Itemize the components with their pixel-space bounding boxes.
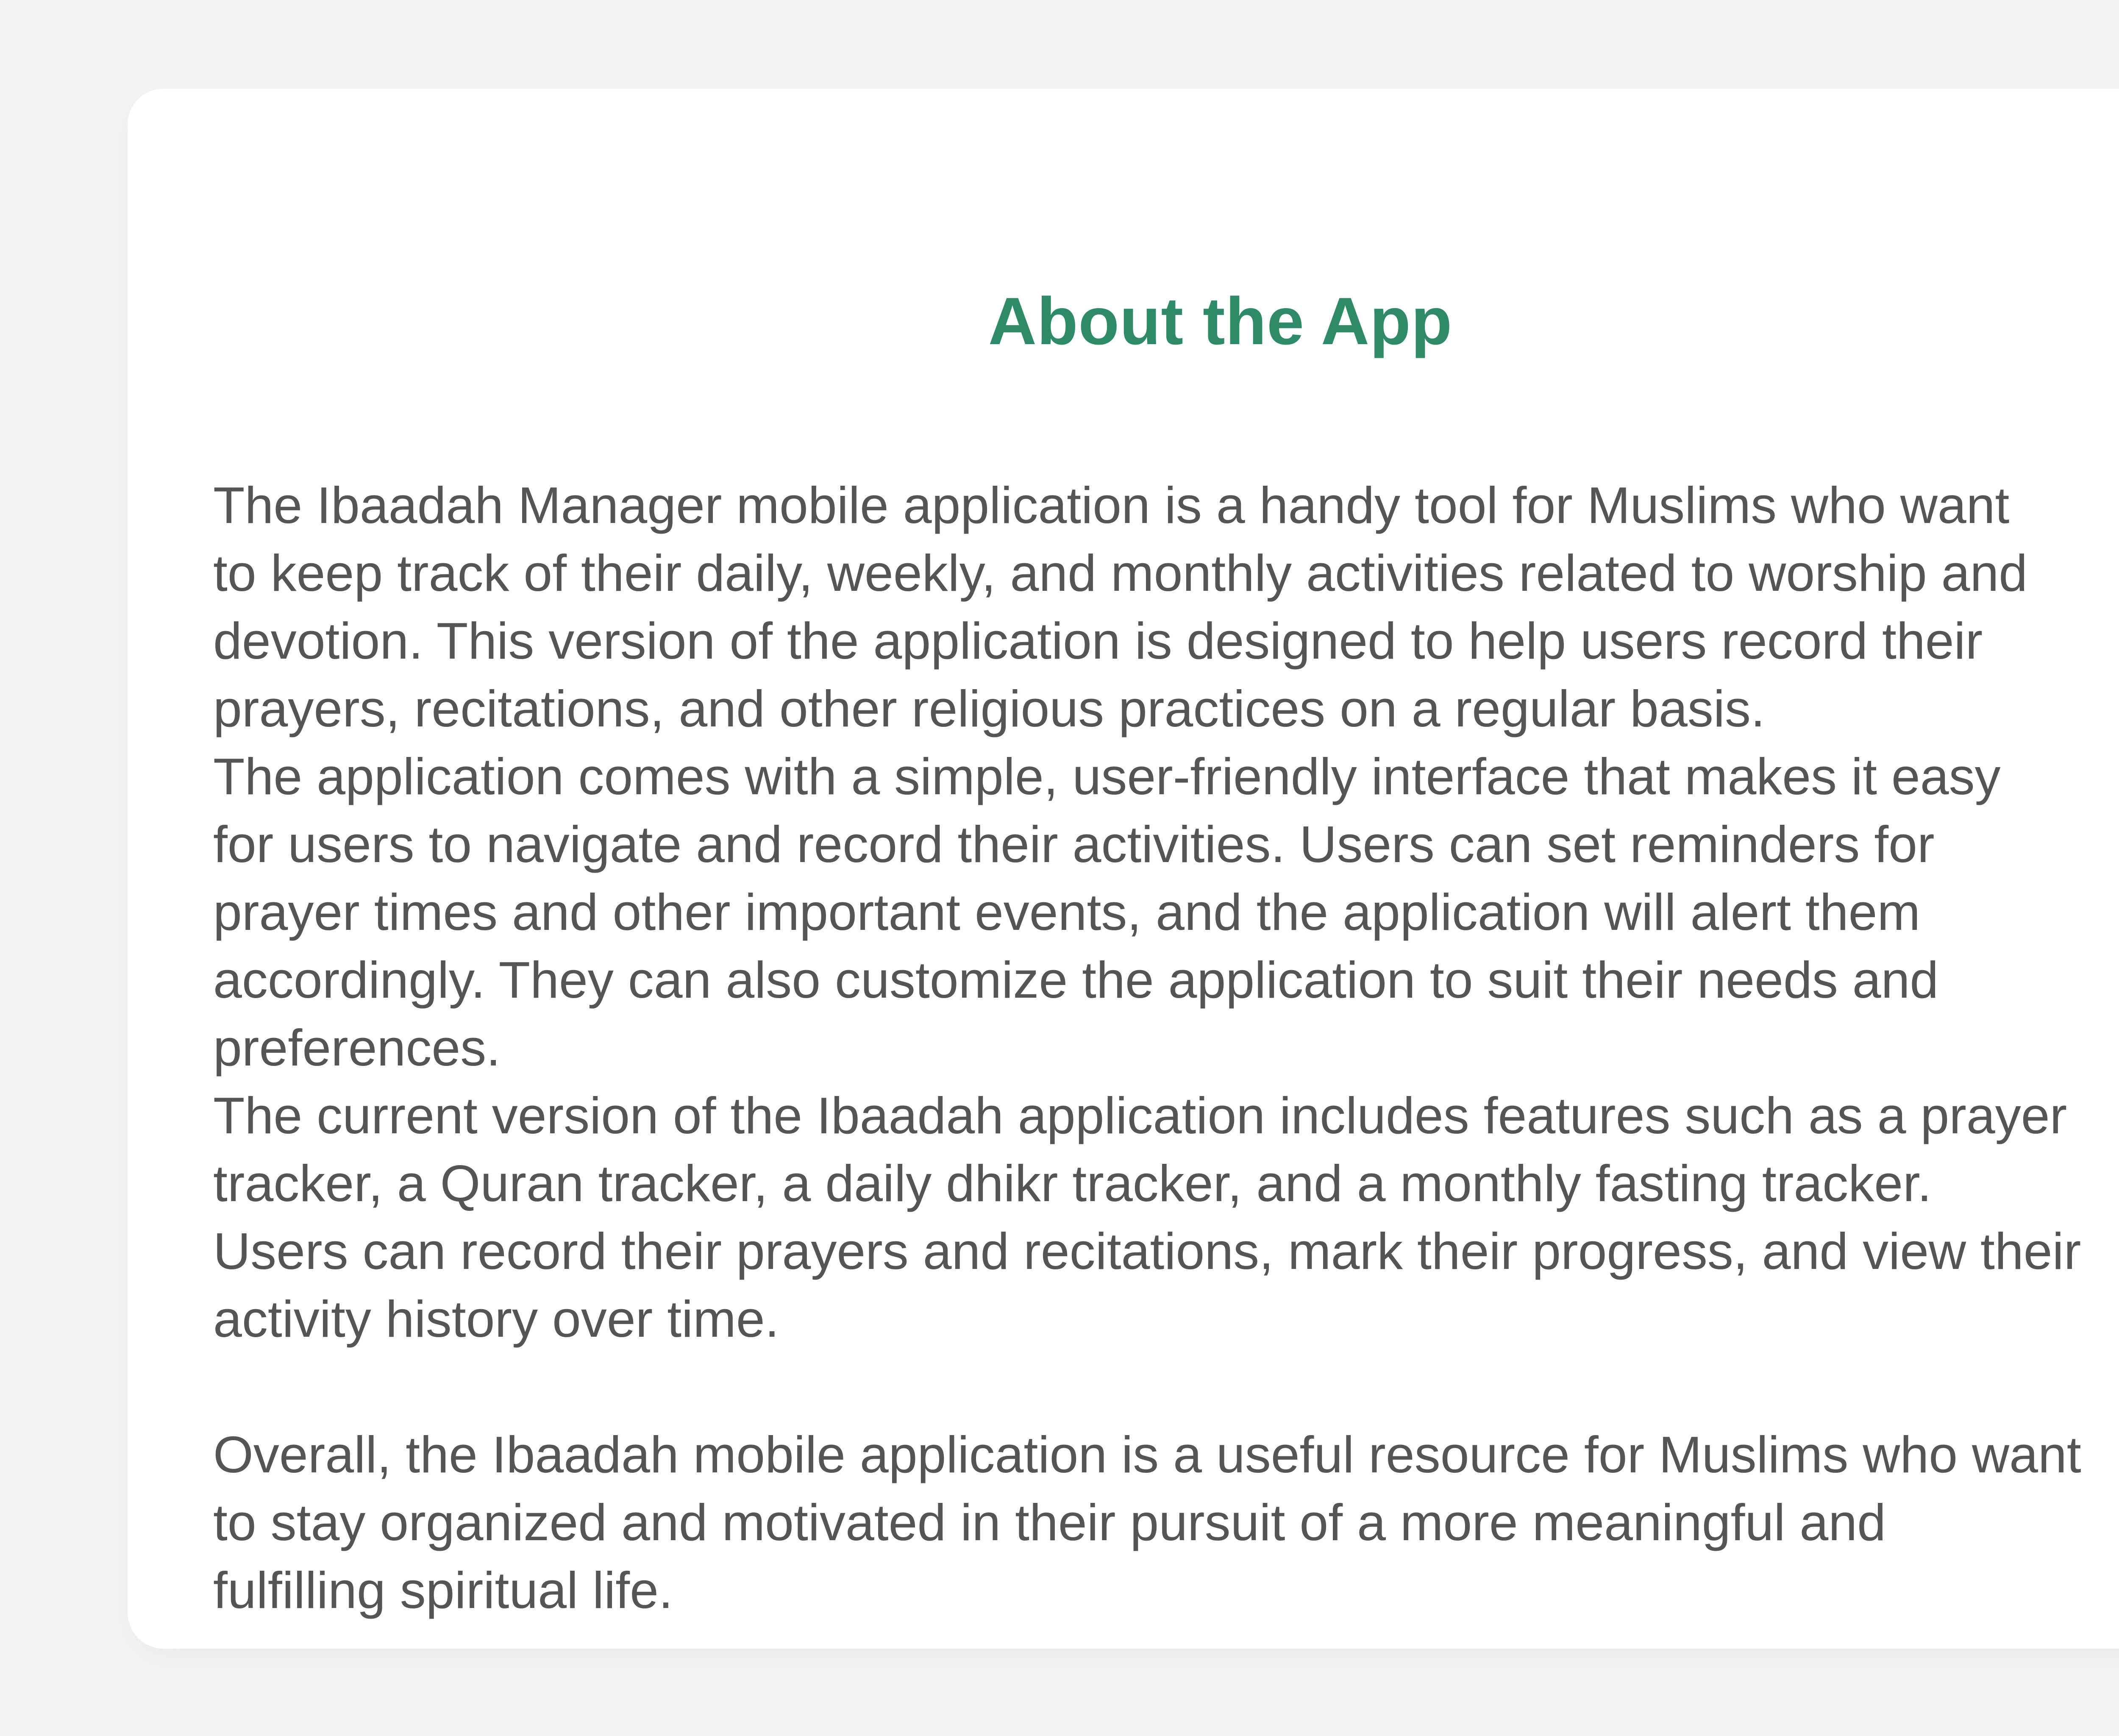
description-line: Overall, the Ibaadah mobile application is a useful resource for Muslims who want	[213, 1426, 2081, 1483]
description-line: accordingly. They can also customize the application to suit their needs and	[213, 951, 1939, 1009]
description-line: prayers, recitations, and other religious practices on a regular basis.	[213, 680, 1765, 737]
description-line: activity history over time.	[213, 1290, 779, 1348]
about-card	[128, 89, 2119, 1649]
description-line: Users can record their prayers and recitations, mark their progress, and view their	[213, 1222, 2081, 1280]
description-line: devotion. This version of the application is designed to help users record their	[213, 612, 1983, 670]
description-line: to keep track of their daily, weekly, and monthly activities related to worship and	[213, 544, 2028, 602]
description-line: The current version of the Ibaadah application includes features such as a prayer	[213, 1087, 2067, 1144]
description-line: preferences.	[213, 1019, 501, 1077]
description-line: prayer times and other important events, and the application will alert them	[213, 883, 1921, 941]
description-line: fulfilling spiritual life.	[213, 1561, 673, 1619]
description-line: to stay organized and motivated in their pursuit of a more meaningful and	[213, 1494, 1886, 1551]
about-title: About the App	[988, 284, 1453, 359]
paragraph-spacer	[213, 1353, 2119, 1421]
about-description	[213, 471, 2119, 1624]
description-line: The Ibaadah Manager mobile application is a handy tool for Muslims who want	[213, 476, 2010, 534]
description-line: The application comes with a simple, user-friendly interface that makes it easy	[213, 748, 2001, 805]
description-line: tracker, a Quran tracker, a daily dhikr tracker, and a monthly fasting tracker.	[213, 1155, 1932, 1212]
description-line: for users to navigate and record their activities. Users can set reminders for	[213, 815, 1935, 873]
